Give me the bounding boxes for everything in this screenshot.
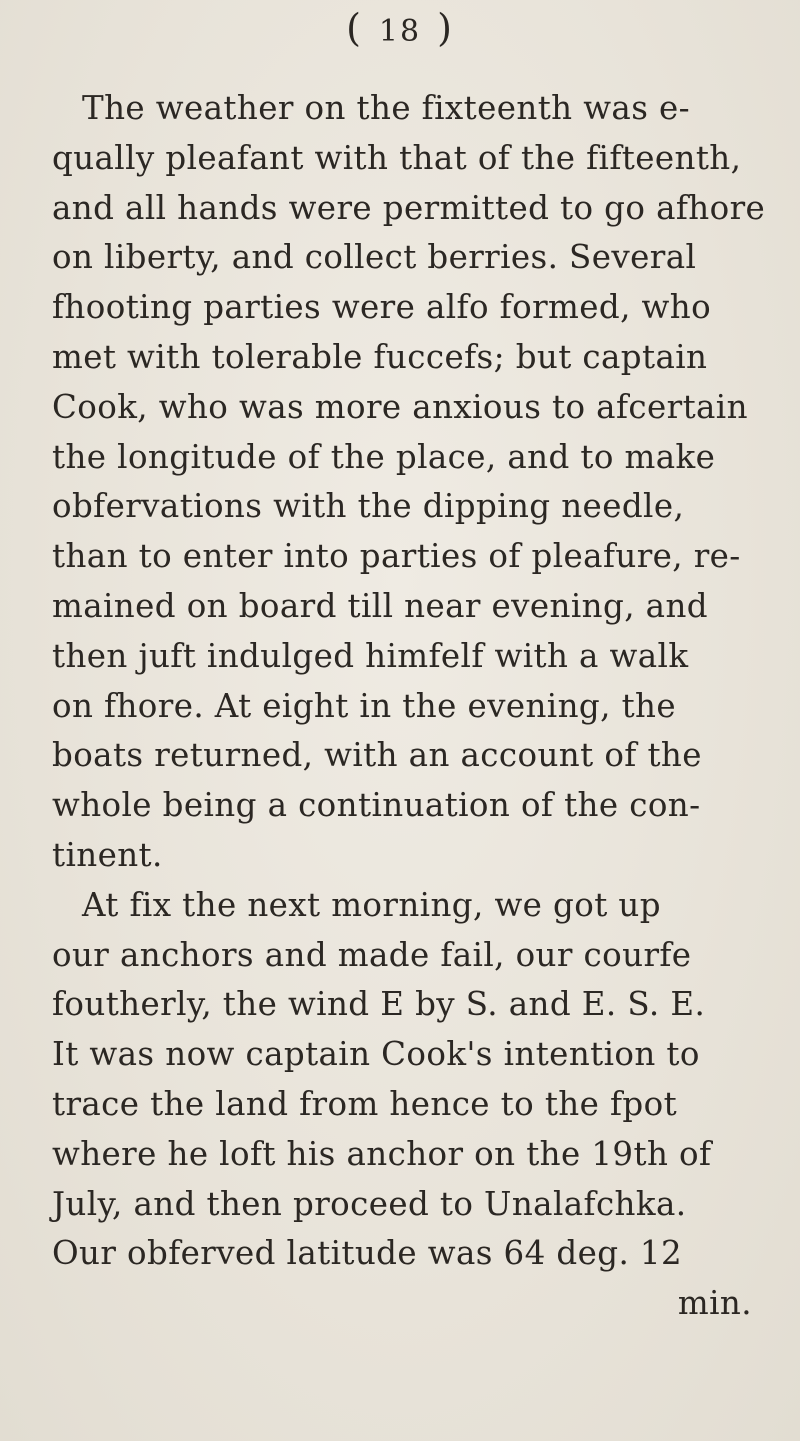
page-number-value: 18 [378, 14, 422, 49]
text-line: foutherly, the wind E by S. and E. S. E. [52, 985, 706, 1024]
text-line: mained on board till near evening, and [52, 586, 708, 625]
text-line: on liberty, and collect berries. Several [52, 238, 697, 277]
text-line: Cook, who was more anxious to afcertain [52, 387, 748, 426]
text-line: tinent. [52, 835, 163, 874]
text-line: fhooting parties were alfo formed, who [52, 288, 712, 327]
text-line: met with tolerable fuccefs; but captain [52, 337, 708, 376]
text-line: July, and then proceed to Unalafchka. [52, 1184, 687, 1223]
text-line: min. [677, 1284, 752, 1323]
text-line: Our obferved latitude was 64 deg. 12 [52, 1234, 683, 1273]
text-line: The weather on the fixteenth was e- [82, 89, 691, 127]
text-line: It was now captain Cook's intention to [52, 1035, 700, 1074]
text-line: qually pleafant with that of the fifteenth, [52, 138, 742, 177]
text-line: whole being a continuation of the con- [52, 786, 701, 825]
text-line: then juft indulged himfelf with a walk [52, 636, 689, 675]
text-line: obfervations with the dipping needle, [52, 487, 685, 526]
text-line: the longitude of the place, and to make [52, 437, 716, 476]
text-line: At fix the next morning, we got up [82, 885, 661, 924]
text-line: and all hands were permitted to go afhore [52, 188, 766, 227]
page-number [0, 6, 800, 52]
page-number-close-paren: ) [437, 6, 454, 50]
body-text [52, 84, 766, 1329]
page-number-open-paren: ( [346, 6, 363, 50]
text-line: boats returned, with an account of the [52, 736, 702, 775]
text-line: on fhore. At eight in the evening, the [52, 686, 677, 725]
text-line: our anchors and made fail, our courfe [52, 935, 692, 974]
text-line: trace the land from hence to the fpot [52, 1084, 678, 1123]
text-line: than to enter into parties of pleafure, re- [52, 537, 741, 576]
text-line: where he loft his anchor on the 19th of [52, 1134, 712, 1173]
